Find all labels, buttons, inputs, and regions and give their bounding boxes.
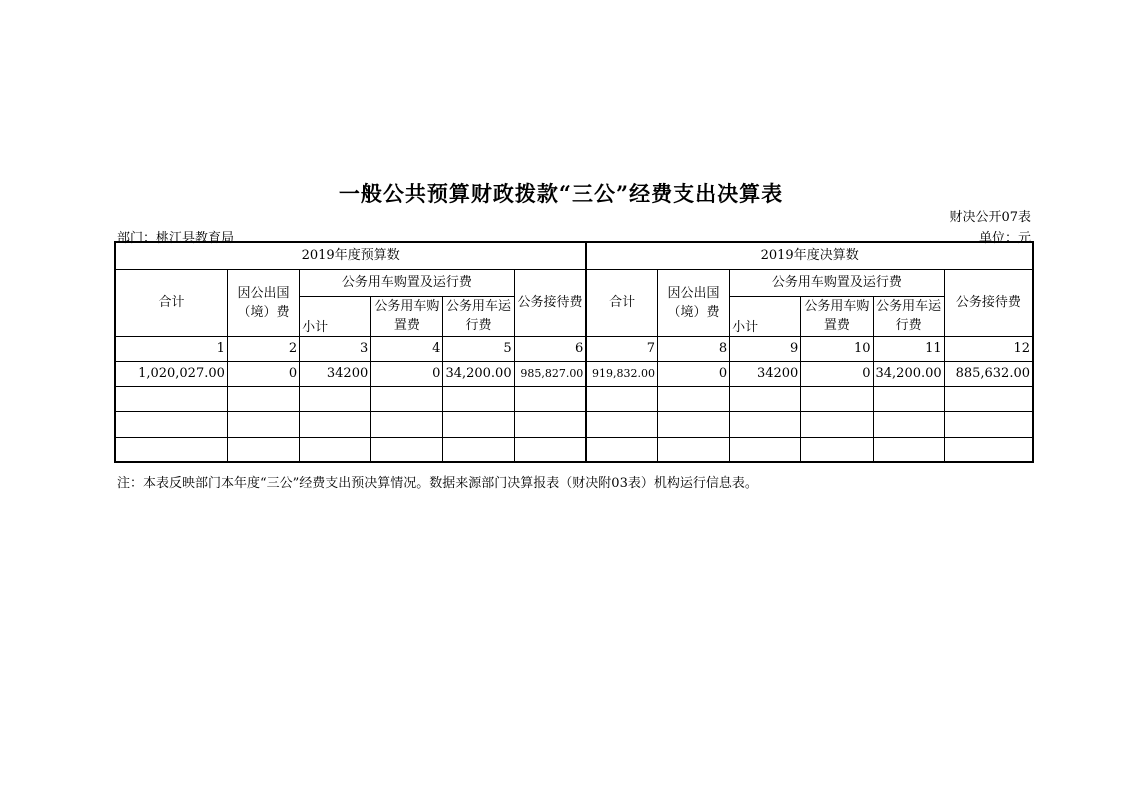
final-reception-value: 885,632.00 [944, 361, 1033, 386]
group-header-row [115, 242, 1033, 269]
table-row [115, 386, 1033, 411]
final-abroad-value: 0 [657, 361, 729, 386]
index-cell: 8 [657, 336, 729, 361]
index-cell: 4 [371, 336, 443, 361]
column-header-row-1 [115, 269, 1033, 296]
final-total-value: 919,832.00 [586, 361, 657, 386]
budget-abroad-header: 因公出国（境）费 [227, 269, 299, 336]
budget-vehicle-group-header: 公务用车购置及运行费 [300, 269, 515, 296]
final-subtotal-header: 小计 [730, 296, 801, 336]
form-code: 财决公开07表 [949, 210, 1031, 225]
budget-vehicle-running-header: 公务用车运行费 [443, 296, 514, 336]
index-cell: 3 [300, 336, 371, 361]
final-total-header: 合计 [586, 269, 657, 336]
budget-total-value: 1,020,027.00 [115, 361, 227, 386]
budget-subtotal-value: 34200 [300, 361, 371, 386]
footnote: 注：本表反映部门本年度“三公”经费支出预决算情况。数据来源部门决算报表（财决附03表）机构运行信息表。 [117, 476, 758, 491]
budget-subtotal-header: 小计 [300, 296, 371, 336]
index-cell: 6 [514, 336, 586, 361]
budget-vehicle-purchase-value: 0 [371, 361, 443, 386]
final-subtotal-value: 34200 [730, 361, 801, 386]
budget-total-header: 合计 [115, 269, 227, 336]
three-public-expense-table [114, 241, 1034, 463]
budget-group-header: 2019年度预算数 [115, 242, 586, 269]
table-row [115, 361, 1033, 386]
index-cell: 12 [944, 336, 1033, 361]
final-vehicle-running-header: 公务用车运行费 [873, 296, 944, 336]
column-index-row [115, 336, 1033, 361]
final-vehicle-purchase-value: 0 [801, 361, 873, 386]
department-label: 部门：桃江县教育局 [117, 231, 235, 246]
index-cell: 2 [227, 336, 299, 361]
final-group-header: 2019年度决算数 [586, 242, 1033, 269]
index-cell: 1 [115, 336, 227, 361]
index-cell: 9 [730, 336, 801, 361]
index-cell: 7 [586, 336, 657, 361]
index-cell: 10 [801, 336, 873, 361]
final-vehicle-running-value: 34,200.00 [873, 361, 944, 386]
budget-reception-header: 公务接待费 [514, 269, 586, 336]
unit-label: 单位：元 [978, 231, 1031, 246]
final-reception-header: 公务接待费 [944, 269, 1033, 336]
final-vehicle-purchase-header: 公务用车购置费 [801, 296, 873, 336]
index-cell: 11 [873, 336, 944, 361]
budget-reception-value: 985,827.00 [514, 361, 586, 386]
page-title: 一般公共预算财政拨款“三公”经费支出决算表 [338, 181, 784, 206]
budget-abroad-value: 0 [227, 361, 299, 386]
final-vehicle-group-header: 公务用车购置及运行费 [730, 269, 945, 296]
budget-vehicle-purchase-header: 公务用车购置费 [371, 296, 443, 336]
budget-vehicle-running-value: 34,200.00 [443, 361, 514, 386]
final-abroad-header: 因公出国（境）费 [657, 269, 729, 336]
table-row [115, 411, 1033, 437]
index-cell: 5 [443, 336, 514, 361]
table-row [115, 437, 1033, 462]
